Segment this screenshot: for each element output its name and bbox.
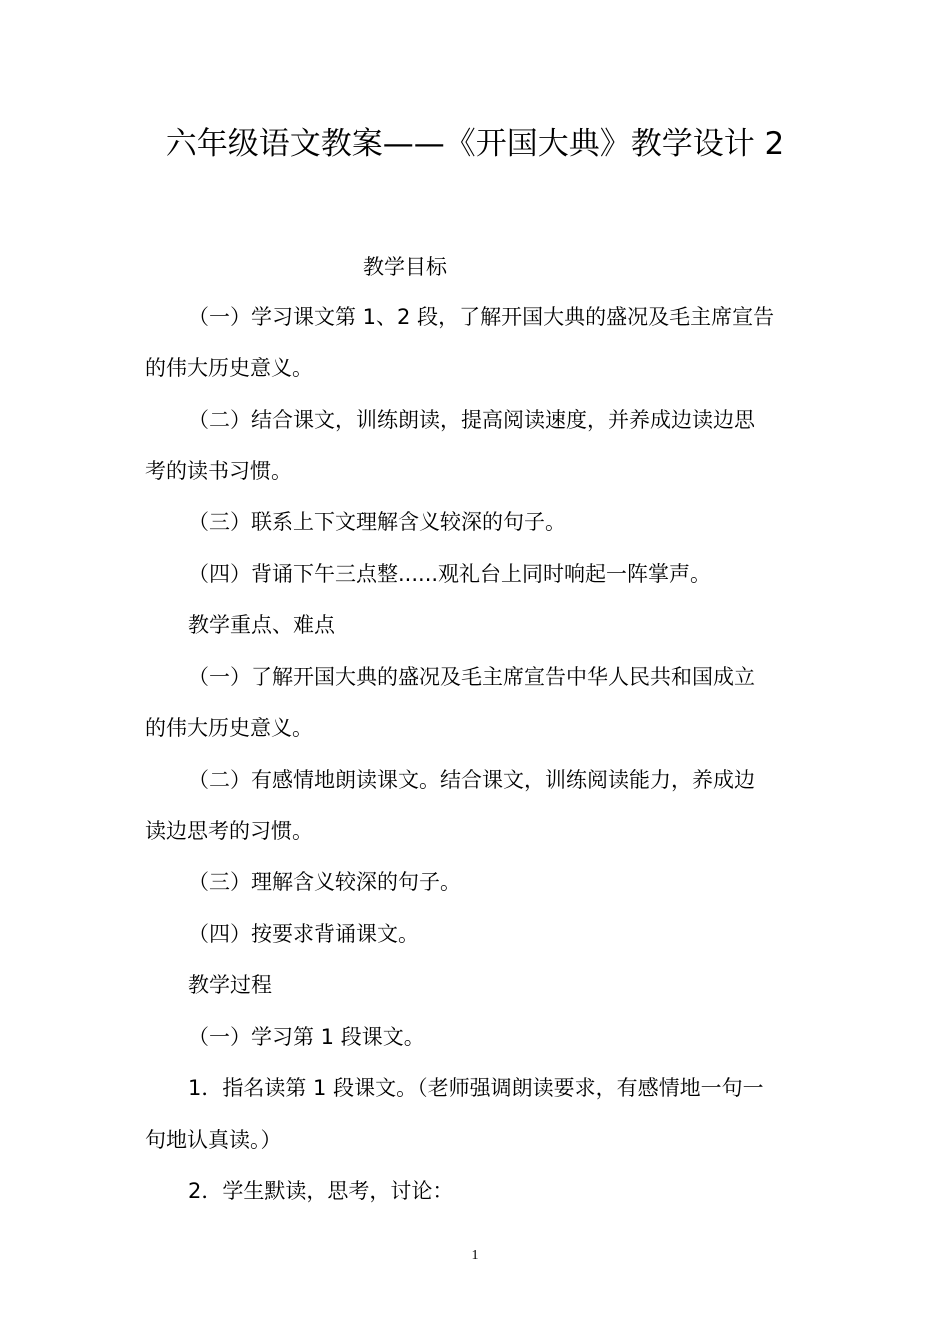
process-step-1-line-2: 句地认真读。） — [145, 1128, 282, 1152]
focus-4: （四）按要求背诵课文。 — [188, 922, 419, 946]
document-title: 六年级语文教案——《开国大典》教学设计 2 — [165, 126, 785, 162]
teaching-goals-heading: 教学目标 — [363, 255, 447, 279]
goal-4: （四）背诵下午三点整......观礼台上同时响起一阵掌声。 — [188, 562, 712, 586]
focus-3: （三）理解含义较深的句子。 — [188, 870, 461, 894]
focus-1-line-2: 的伟大历史意义。 — [145, 716, 313, 740]
goal-2-line-1: （二）结合课文，训练朗读，提高阅读速度，并养成边读边思 — [188, 408, 755, 432]
process-sub-1: （一）学习第 1 段课文。 — [188, 1025, 425, 1049]
focus-1-line-1: （一）了解开国大典的盛况及毛主席宣告中华人民共和国成立 — [188, 665, 755, 689]
focus-2-line-2: 读边思考的习惯。 — [145, 819, 313, 843]
process-step-1-line-1: 1．指名读第 1 段课文。（老师强调朗读要求，有感情地一句一 — [188, 1076, 764, 1100]
goal-2-line-2: 考的读书习惯。 — [145, 459, 292, 483]
focus-2-line-1: （二）有感情地朗读课文。结合课文，训练阅读能力，养成边 — [188, 768, 755, 792]
process-step-2: 2．学生默读，思考，讨论： — [188, 1179, 454, 1203]
page-number: 1 — [471, 1248, 479, 1263]
goal-1-line-2: 的伟大历史意义。 — [145, 356, 313, 380]
process-heading: 教学过程 — [188, 973, 272, 997]
goal-3: （三）联系上下文理解含义较深的句子。 — [188, 510, 566, 534]
focus-heading: 教学重点、难点 — [188, 613, 335, 637]
goal-1-line-1: （一）学习课文第 1、2 段，了解开国大典的盛况及毛主席宣告 — [188, 305, 775, 329]
